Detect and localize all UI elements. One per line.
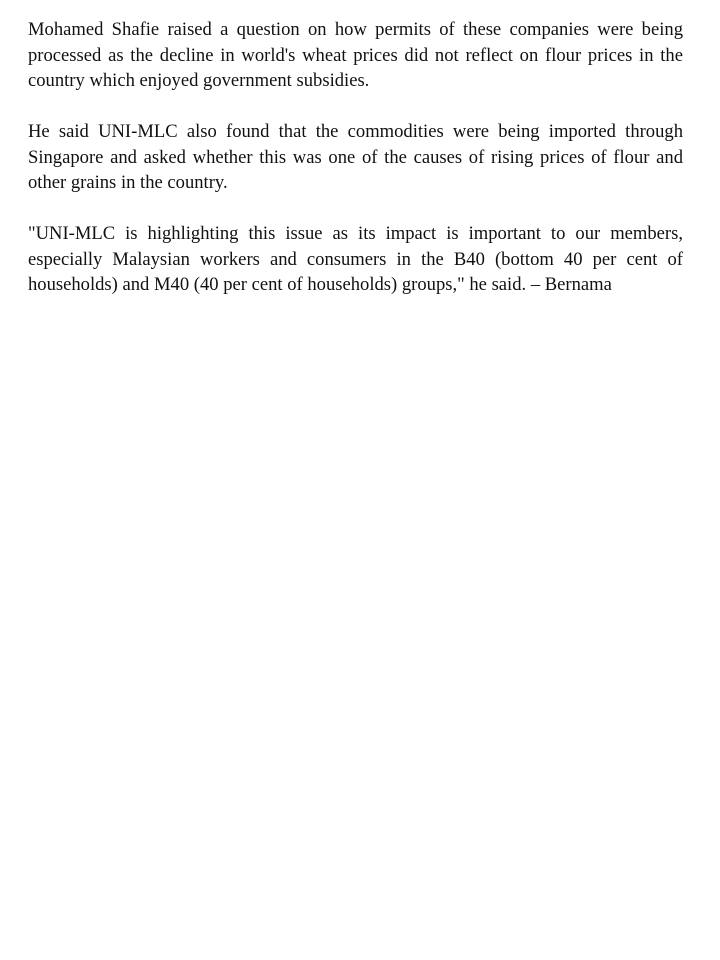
article-paragraph-3: "UNI-MLC is highlighting this issue as its impact is important to our members, especially Malaysian workers and consumers in the B40 (bottom 40 per cent of households) and M40 (40 per cent of households) groups," he said. – Bernama [28,223,683,295]
article-paragraph-2: He said UNI-MLC also found that the commodities were being imported through Singapore and asked whether this was one of the causes of rising prices of flour and other grains in the country. [28,121,683,193]
article-body [28,17,683,323]
article-paragraph-1: Mohamed Shafie raised a question on how permits of these companies were being processed as the decline in world's wheat prices did not reflect on flour prices in the country which enjoyed government subsidies. [28,19,683,91]
